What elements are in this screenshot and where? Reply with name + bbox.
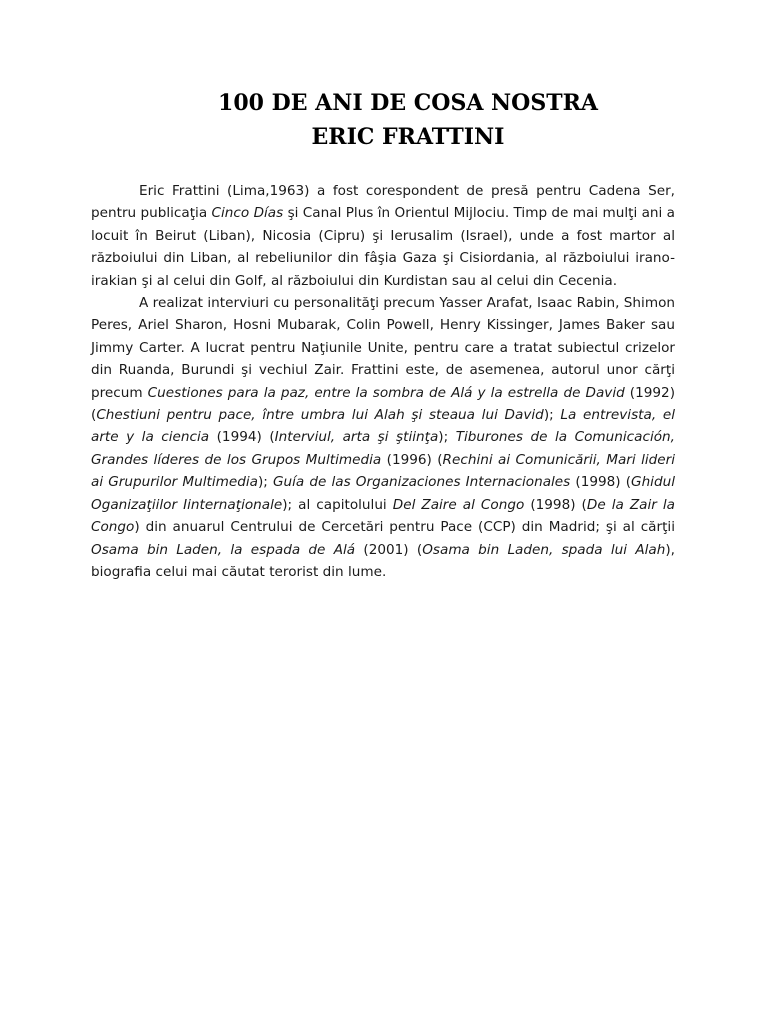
italic-title-run: Ghidul Oganizaţiilor Iinternaţionale [91,474,675,513]
text-run: (2001) ( [355,541,423,558]
text-run: ); [543,407,561,424]
document-body [91,180,675,583]
italic-title-run: Cuestiones para la paz, entre la sombra de Alá y la estrella de David [147,384,625,401]
italic-title-run: Interviul, arta şi ştiinţa [274,429,439,446]
italic-title-run: Osama bin Laden, la espada de Alá [91,541,356,558]
text-run: (1994) ( [209,429,275,446]
italic-title-run: Tiburones de la Comunicación, Grandes líderes de los Grupos Multimedia [91,429,675,468]
italic-title-run: Osama bin Laden, spada lui Alah [422,541,666,558]
text-run: ); [257,474,273,491]
text-run: Eric Frattini (Lima,1963) a fost corespondent de presă pentru Cadena Ser, pentru publicaţia [91,183,675,222]
text-run: şi Canal Plus în Orientul Mijlociu. Timp de mai mulţi ani a locuit în Beirut (Liban), Nicosia (Cipru) şi Ierusalim (Israel), unde a fost martor al războiului din Liban, al rebeliunilor din fâşia Gaza şi Cisiordania, al războiului irano-irakian şi al celui din Golf, al războiului din Kurdistan sau al celui din Cecenia. [91,205,676,289]
text-run: (1996) ( [381,451,443,468]
italic-title-run: Del Zaire al Congo [392,496,525,513]
paragraph-2 [91,292,675,583]
paragraph-1 [91,180,675,292]
text-run: ); al capitolului [282,496,393,513]
italic-title-run: Chestiuni pentru pace, între umbra lui Alah şi steaua lui David [96,407,544,424]
text-run: (1992) ( [91,384,676,424]
italic-title-run: Guía de las Organizaciones Internacionales [272,474,571,491]
document-author: ERIC FRATTINI [311,124,505,150]
text-run: ), biografia celui mai căutat terorist din lume. [91,541,675,580]
italic-title-run: Rechini ai Comunicării, Mari lideri ai Grupurilor Multimedia [91,451,675,491]
italic-title-run: Cinco Días [211,205,284,222]
text-run: A realizat interviuri cu personalităţi precum Yasser Arafat, Isaac Rabin, Shimon Peres, Ariel Sharon, Hosni Mubarak, Colin Powell, Henry Kissinger, James Baker sau Jimmy Carter. A lucrat pentru Naţiunile Unite, pentru care a tratat subiectul crizelor din Ruanda, Burundi şi vechiul Zair. Frattini este, de asemenea, autorul unor cărţi precum [91,295,675,401]
document-title: 100 DE ANI DE COSA NOSTRA [218,90,598,116]
text-run: ) din anuarul Centrului de Cercetări pentru Pace (CCP) din Madrid; şi al cărţii [134,519,675,536]
text-run: (1998) ( [570,474,632,491]
italic-title-run: De la Zair la Congo [91,496,675,536]
text-run: (1998) ( [524,496,587,513]
text-run: ); [438,429,456,446]
italic-title-run: La entrevista, el arte y la ciencia [91,407,675,446]
